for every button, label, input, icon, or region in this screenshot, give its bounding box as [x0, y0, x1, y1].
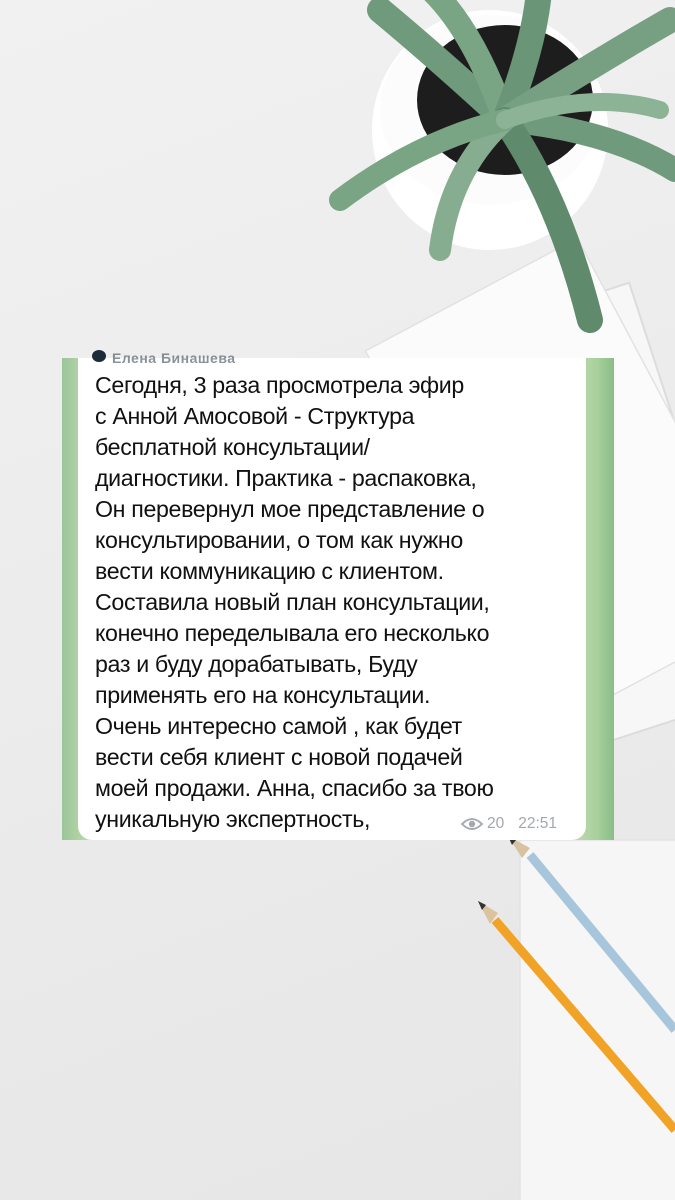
avatar[interactable] [92, 350, 106, 362]
message-line: с Анной Амосовой - Структура [95, 403, 415, 429]
message-line: бесплатной консультации/ [95, 434, 370, 460]
message-line: моей продажи. Анна, спасибо за твою [95, 775, 494, 801]
view-count: 20 [487, 815, 505, 832]
plant-icon [340, 0, 675, 320]
message-text [95, 370, 585, 835]
message-line: диагностики. Практика - распаковка, [95, 465, 477, 491]
message-line: применять его на консультации. [95, 682, 431, 708]
message-line: Сегодня, 3 раза просмотрела эфир [95, 372, 464, 398]
chat-screenshot [62, 350, 614, 840]
paper-decor [520, 840, 675, 1200]
message-line: раз и буду дорабатывать, Буду [95, 651, 418, 677]
sender-name[interactable]: Елена Бинашева [112, 350, 236, 366]
message-line: уникальную экспертность, [95, 806, 371, 832]
message-line: Он перевернул мое представление о [95, 496, 485, 522]
message-line: Очень интересно самой , как будет [95, 713, 462, 739]
message-line: консультировании, о том как нужно [95, 527, 463, 553]
message-line: вести коммуникацию с клиентом. [95, 558, 444, 584]
message-line: конечно переделывала его несколько [95, 620, 490, 646]
message-line: Составила новый план консультации, [95, 589, 490, 615]
message-bubble [78, 350, 586, 840]
eye-icon [461, 817, 483, 831]
message-time: 22:51 [518, 815, 558, 832]
message-line: вести себя клиент с новой подачей [95, 744, 463, 770]
message-meta [461, 815, 557, 833]
